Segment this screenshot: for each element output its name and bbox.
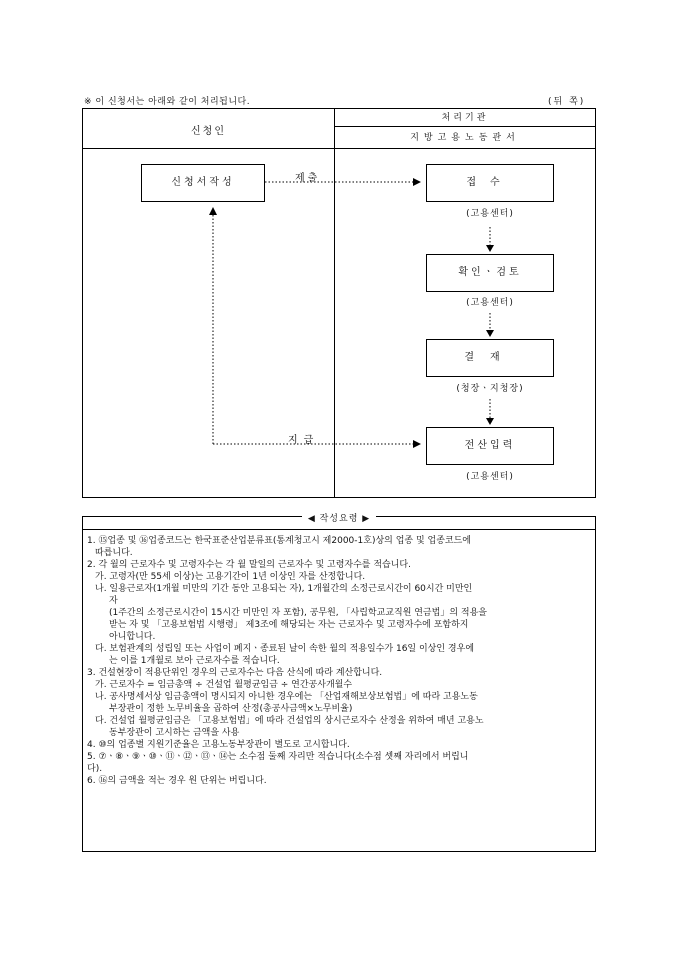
guide-line: 5. ⑦ㆍ⑧ㆍ⑨ㆍ⑩ㆍ⑪ㆍ⑫ㆍ⑬ㆍ⑭는 소수점 둘째 자리만 적습니다(소수점 셋째 자리에서 버립니 — [87, 752, 469, 762]
step2-arrowhead — [486, 330, 494, 337]
guide-line: 동부장관이 고시하는 금액을 사용 — [109, 728, 240, 738]
guide-title-divider — [83, 529, 595, 530]
guide-line: 는 이를 1개월로 보아 근로자수를 적습니다. — [109, 656, 280, 666]
guide-line: 4. ⑩의 업종별 지원기준율은 고용노동부장관이 별도로 고시합니다. — [87, 740, 350, 750]
guide-line: 나. 일용근로자(1개월 미만의 기간 동안 고용되는 자), 1개월간의 소정근로시간이 60시간 미만인 — [95, 584, 473, 594]
pay-label: 지급 — [288, 435, 320, 446]
apply-form-box: 신청서작성 — [141, 164, 265, 202]
writing-guide-box — [82, 516, 596, 852]
step-review-sub: (고용센터) — [466, 298, 514, 308]
step-review-box: 확인ㆍ검토 — [426, 254, 554, 292]
guide-line: 나. 공사명세서상 임금총액이 명시되지 아니한 경우에는 「산업재해보상보험법」에 따라 고용노동 — [95, 692, 478, 702]
guide-line: 1. ⑮업종 및 ⑯업종코드는 한국표준산업분류표(통계청고시 제2000-1호)상의 업종 및 업종코드에 — [87, 536, 471, 546]
guide-line: 가. 근로자수 = 임금총액 ÷ 건설업 월평균임금 ÷ 연간공사개월수 — [95, 680, 353, 690]
processor-header: 처리기관 — [335, 109, 595, 127]
guide-line: 따릅니다. — [95, 548, 133, 558]
step-approval-sub: (청장ㆍ지청장) — [456, 384, 524, 394]
step3-arrowhead — [486, 418, 494, 425]
guide-line: 가. 고령자(만 55세 이상)는 고용기간이 1년 이상인 자를 산정합니다. — [95, 572, 366, 582]
step-entry-box: 전산입력 — [426, 427, 554, 465]
guide-title-wrap — [83, 511, 595, 524]
applicant-header: 신청인 — [191, 126, 226, 137]
guide-line: 2. 각 월의 근로자수 및 고령자수는 각 월 말일의 근로자수 및 고령자수를 적습니다. — [87, 560, 411, 570]
pay-arrowhead — [413, 440, 421, 448]
guide-line: (1주간의 소정근로시간이 15시간 미만인 자 포함), 공무원, 「사립학교교직원 연금법」의 적용을 — [109, 608, 487, 618]
guide-line: 아니합니다. — [109, 632, 156, 642]
submit-arrowhead — [413, 178, 421, 186]
guide-line: 3. 건설현장이 적용단위인 경우의 근로자수는 다음 산식에 따라 계산합니다. — [87, 668, 383, 678]
guide-line: 다. 보험관계의 성립일 또는 사업이 폐지ㆍ종료된 날이 속한 월의 적용일수가 16일 이상인 경우에 — [95, 644, 475, 654]
guide-line: 받는 자 및 「고용보험법 시행령」 제3조에 해당되는 자는 근로자수 및 고령자수에 포함하지 — [109, 620, 469, 630]
processor-name: 지방고용노동관서 — [410, 133, 520, 143]
guide-line: 부장관이 정한 노무비율을 곱하여 산정(총공사금액×노무비율) — [109, 704, 353, 714]
guide-line: 다. 건설업 월평균임금은 「고용보험법」에 따라 건설업의 상시근로자수 산정을 위하여 매년 고용노 — [95, 716, 484, 726]
step1-arrowhead — [486, 245, 494, 252]
page-side-label: (뒤 쪽) — [548, 97, 586, 107]
step-approval-box: 결재 — [426, 339, 554, 377]
guide-line: 6. ⑯의 금액을 적는 경우 원 단위는 버립니다. — [87, 776, 267, 786]
step-entry-sub: (고용센터) — [466, 472, 514, 482]
guide-lines — [87, 535, 591, 787]
submit-label: 제출 — [295, 173, 321, 184]
guide-title: ◀ 작성요령 ▶ — [302, 514, 376, 524]
return-arrowhead — [209, 207, 217, 215]
process-flow-box — [82, 108, 596, 498]
processing-note: ※ 이 신청서는 아래와 같이 처리됩니다. — [84, 97, 251, 107]
guide-line: 자 — [109, 596, 118, 606]
guide-line: 다). — [87, 764, 103, 774]
step-receipt-sub: (고용센터) — [466, 209, 514, 219]
step-receipt-box: 접수 — [426, 164, 554, 202]
